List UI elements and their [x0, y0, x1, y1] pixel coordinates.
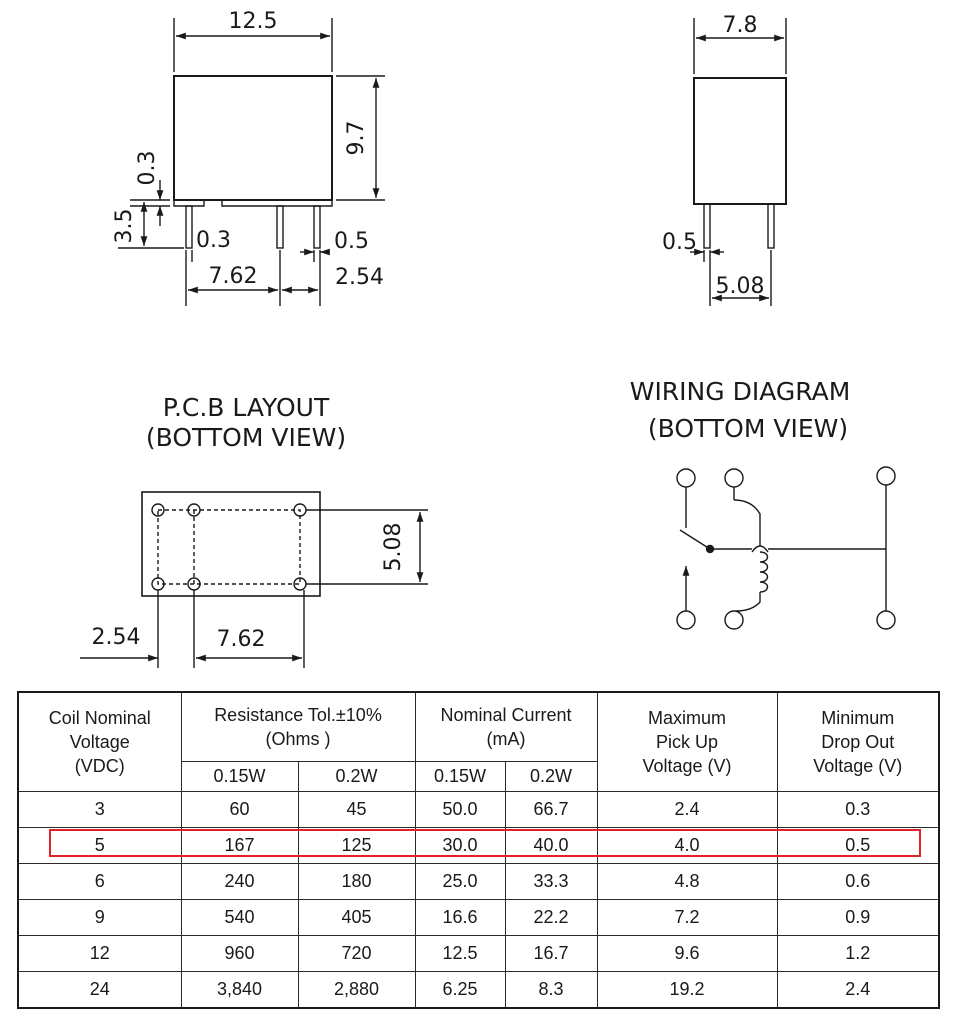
header-coil-voltage: Coil Nominal Voltage (VDC) — [18, 692, 181, 791]
end-view — [690, 18, 786, 306]
pcb-dim-b: 7.62 — [216, 627, 266, 652]
terminal — [725, 611, 743, 629]
table-cell: 24 — [18, 971, 181, 1008]
dim-pin-spacing-b: 2.54 — [335, 265, 384, 290]
table-row — [18, 791, 939, 827]
table-cell: 40.0 — [505, 827, 597, 863]
header-dropout-voltage: Minimum Drop Out Voltage (V) — [777, 692, 939, 791]
coil — [760, 552, 768, 592]
table-cell: 2,880 — [298, 971, 415, 1008]
table-cell: 5 — [18, 827, 181, 863]
dim-side-offset: 0.3 — [135, 150, 160, 186]
table-cell: 4.8 — [597, 863, 777, 899]
header-pickup-voltage: Maximum Pick Up Voltage (V) — [597, 692, 777, 791]
table-row — [18, 899, 939, 935]
wiring-diagram — [677, 467, 895, 629]
subheader-resistance-015w: 0.15W — [181, 761, 298, 791]
table-cell: 33.3 — [505, 863, 597, 899]
wiring-title-line2: (BOTTOM VIEW) — [647, 414, 849, 443]
table-cell: 7.2 — [597, 899, 777, 935]
terminal — [725, 469, 743, 487]
terminal — [677, 611, 695, 629]
table-cell: 405 — [298, 899, 415, 935]
table-row — [18, 971, 939, 1008]
table-row — [18, 935, 939, 971]
table-cell: 66.7 — [505, 791, 597, 827]
pin-end-1 — [704, 204, 710, 248]
subheader-resistance-02w: 0.2W — [298, 761, 415, 791]
switch-blade — [680, 530, 710, 549]
table-cell: 960 — [181, 935, 298, 971]
subheader-current-015w: 0.15W — [415, 761, 505, 791]
table-cell: 540 — [181, 899, 298, 935]
table-cell: 3 — [18, 791, 181, 827]
table-cell: 3,840 — [181, 971, 298, 1008]
table-cell: 30.0 — [415, 827, 505, 863]
pin-side-1 — [186, 206, 192, 248]
relay-body-side — [174, 76, 332, 200]
table-cell: 9.6 — [597, 935, 777, 971]
relay-body-end — [694, 78, 786, 204]
pcb-dim-height: 5.08 — [381, 522, 406, 572]
table-cell: 16.6 — [415, 899, 505, 935]
dim-pin-thick-right: 0.5 — [334, 229, 369, 254]
table-cell: 0.3 — [777, 791, 939, 827]
pcb-title-line1: P.C.B LAYOUT — [162, 393, 330, 422]
table-cell: 720 — [298, 935, 415, 971]
terminal — [877, 611, 895, 629]
table-cell: 22.2 — [505, 899, 597, 935]
table-cell: 2.4 — [777, 971, 939, 1008]
table-cell: 25.0 — [415, 863, 505, 899]
coil-spec-table — [17, 691, 940, 1009]
dim-side-width: 12.5 — [228, 9, 278, 34]
table-cell: 19.2 — [597, 971, 777, 1008]
dim-pin-length: 3.5 — [112, 208, 137, 244]
table-cell: 6 — [18, 863, 181, 899]
table-cell: 16.7 — [505, 935, 597, 971]
table-cell: 9 — [18, 899, 181, 935]
table-cell: 0.9 — [777, 899, 939, 935]
wiring-title-line1: WIRING DIAGRAM — [629, 377, 851, 406]
table-cell: 0.6 — [777, 863, 939, 899]
table-cell: 125 — [298, 827, 415, 863]
dim-end-spacing: 5.08 — [715, 274, 765, 299]
table-cell: 1.2 — [777, 935, 939, 971]
dim-pin-spacing-a: 7.62 — [208, 264, 258, 289]
table-cell: 240 — [181, 863, 298, 899]
dim-end-width: 7.8 — [722, 13, 758, 38]
table-row — [18, 827, 939, 863]
pin-end-2 — [768, 204, 774, 248]
table-cell: 45 — [298, 791, 415, 827]
table-cell: 12 — [18, 935, 181, 971]
pcb-dim-a: 2.54 — [91, 625, 141, 650]
terminal — [877, 467, 895, 485]
table-cell: 50.0 — [415, 791, 505, 827]
dim-pin-thick-left: 0.3 — [196, 228, 231, 253]
dim-end-pin: 0.5 — [662, 230, 697, 255]
pcb-outline — [142, 492, 320, 596]
subheader-current-02w: 0.2W — [505, 761, 597, 791]
header-nominal-current: Nominal Current (mA) — [415, 692, 597, 761]
table-row — [18, 863, 939, 899]
pcb-title-line2: (BOTTOM VIEW) — [145, 423, 347, 452]
dim-side-height: 9.7 — [344, 120, 369, 156]
table-cell: 2.4 — [597, 791, 777, 827]
table-cell: 4.0 — [597, 827, 777, 863]
table-cell: 6.25 — [415, 971, 505, 1008]
pin-side-3 — [314, 206, 320, 248]
pin-side-2 — [277, 206, 283, 248]
header-resistance: Resistance Tol.±10% (Ohms ) — [181, 692, 415, 761]
table-cell: 0.5 — [777, 827, 939, 863]
table-cell: 8.3 — [505, 971, 597, 1008]
table-cell: 167 — [181, 827, 298, 863]
table-cell: 12.5 — [415, 935, 505, 971]
table-cell: 60 — [181, 791, 298, 827]
terminal — [677, 469, 695, 487]
table-cell: 180 — [298, 863, 415, 899]
